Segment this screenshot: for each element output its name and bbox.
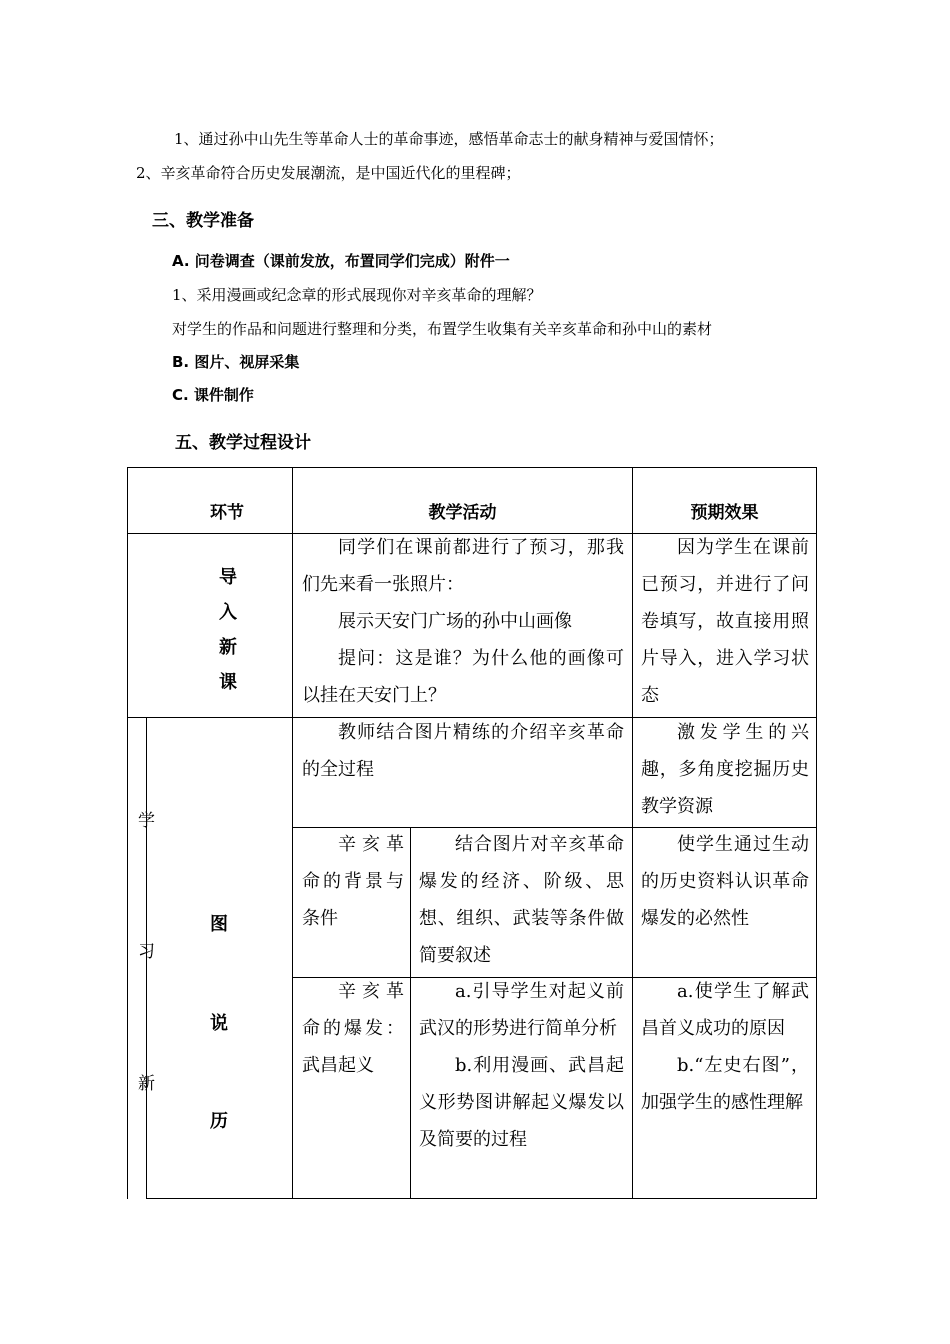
- section-5-title: 五、教学过程设计: [175, 433, 311, 453]
- row2-effect-text: 激发学生的兴趣，多角度挖掘历史教学资源: [641, 722, 809, 817]
- row4-effect-b: b.“左史右图”，加强学生的感性理解: [641, 1055, 809, 1113]
- row2-activity-text: 教师结合图片精练的介绍辛亥革命的全过程: [302, 722, 624, 780]
- stage-char: 导: [219, 567, 237, 588]
- row3-activity-text: 结合图片对辛亥革命爆发的经济、阶级、思想、组织、武装等条件做简要叙述: [419, 834, 624, 966]
- row3-topic: [302, 826, 404, 937]
- row1-effect-text: 因为学生在课前已预习，并进行了问卷填写，故直接用照片导入，进入学习状态: [641, 537, 809, 706]
- row3-effect-text: 使学生通过生动的历史资料认识革命爆发的必然性: [641, 834, 809, 929]
- row4-effect-a: a.使学生了解武昌首义成功的原因: [641, 981, 809, 1039]
- header-stage: 环节: [210, 503, 244, 523]
- stage-char: 入: [219, 602, 237, 623]
- side-char: 新: [138, 1074, 155, 1094]
- row4-topic: [302, 973, 404, 1084]
- goal-line-2: 2、辛亥革命符合历史发展潮流，是中国近代化的里程碑；: [136, 164, 521, 182]
- row1-activity-p1: 同学们在课前都进行了预习，那我们先来看一张照片：: [302, 537, 624, 595]
- goal-line-1: 1、通过孙中山先生等革命人士的革命事迹，感悟革命志士的献身精神与爱国情怀；: [174, 130, 724, 148]
- stage-char: 新: [219, 637, 237, 658]
- row4-activity-b: b.利用漫画、武昌起义形势图讲解起义爆发以及简要的过程: [419, 1055, 624, 1150]
- row1-activity-p3: 提问：这是谁？为什么他的画像可以挂在天安门上？: [302, 648, 624, 706]
- row3-effect: [641, 826, 809, 937]
- prep-a-item-1: 1、采用漫画或纪念章的形式展现你对辛亥革命的理解？: [172, 286, 542, 304]
- side-char: 习: [138, 942, 155, 962]
- row4-topic-text: 辛亥革命的爆发：武昌起义: [302, 981, 404, 1076]
- row3-topic-text: 辛亥革命的背景与条件: [302, 834, 404, 929]
- row3-activity: [419, 826, 624, 974]
- inner-stage-char: 历: [210, 1111, 228, 1132]
- header-effect: 预期效果: [690, 503, 759, 523]
- row1-activity-p2: 展示天安门广场的孙中山画像: [338, 611, 572, 632]
- row4-activity: [419, 973, 624, 1158]
- prep-a-item-2: 对学生的作品和问题进行整理和分类，布置学生收集有关辛亥革命和孙中山的素材: [172, 320, 713, 338]
- prep-c-title: C. 课件制作: [172, 386, 254, 404]
- row2-effect: [641, 714, 809, 825]
- inner-stage-char: 图: [210, 914, 228, 935]
- header-activity: 教学活动: [428, 503, 497, 523]
- row4-effect: [641, 973, 809, 1121]
- prep-b-title: B. 图片、视屏采集: [172, 353, 300, 371]
- section-3-title: 三、教学准备: [152, 211, 254, 231]
- row1-activity: [302, 529, 624, 714]
- teaching-process-table: [127, 467, 817, 1199]
- row1-effect: [641, 529, 809, 714]
- row2-activity: [302, 714, 624, 788]
- inner-stage-char: 说: [210, 1013, 228, 1034]
- row4-activity-a: a.引导学生对起义前武汉的形势进行简单分析: [419, 981, 624, 1039]
- side-char: 学: [138, 811, 155, 831]
- stage-char: 课: [219, 672, 237, 693]
- prep-a-title: A. 问卷调查（课前发放，布置同学们完成）附件一: [172, 252, 510, 270]
